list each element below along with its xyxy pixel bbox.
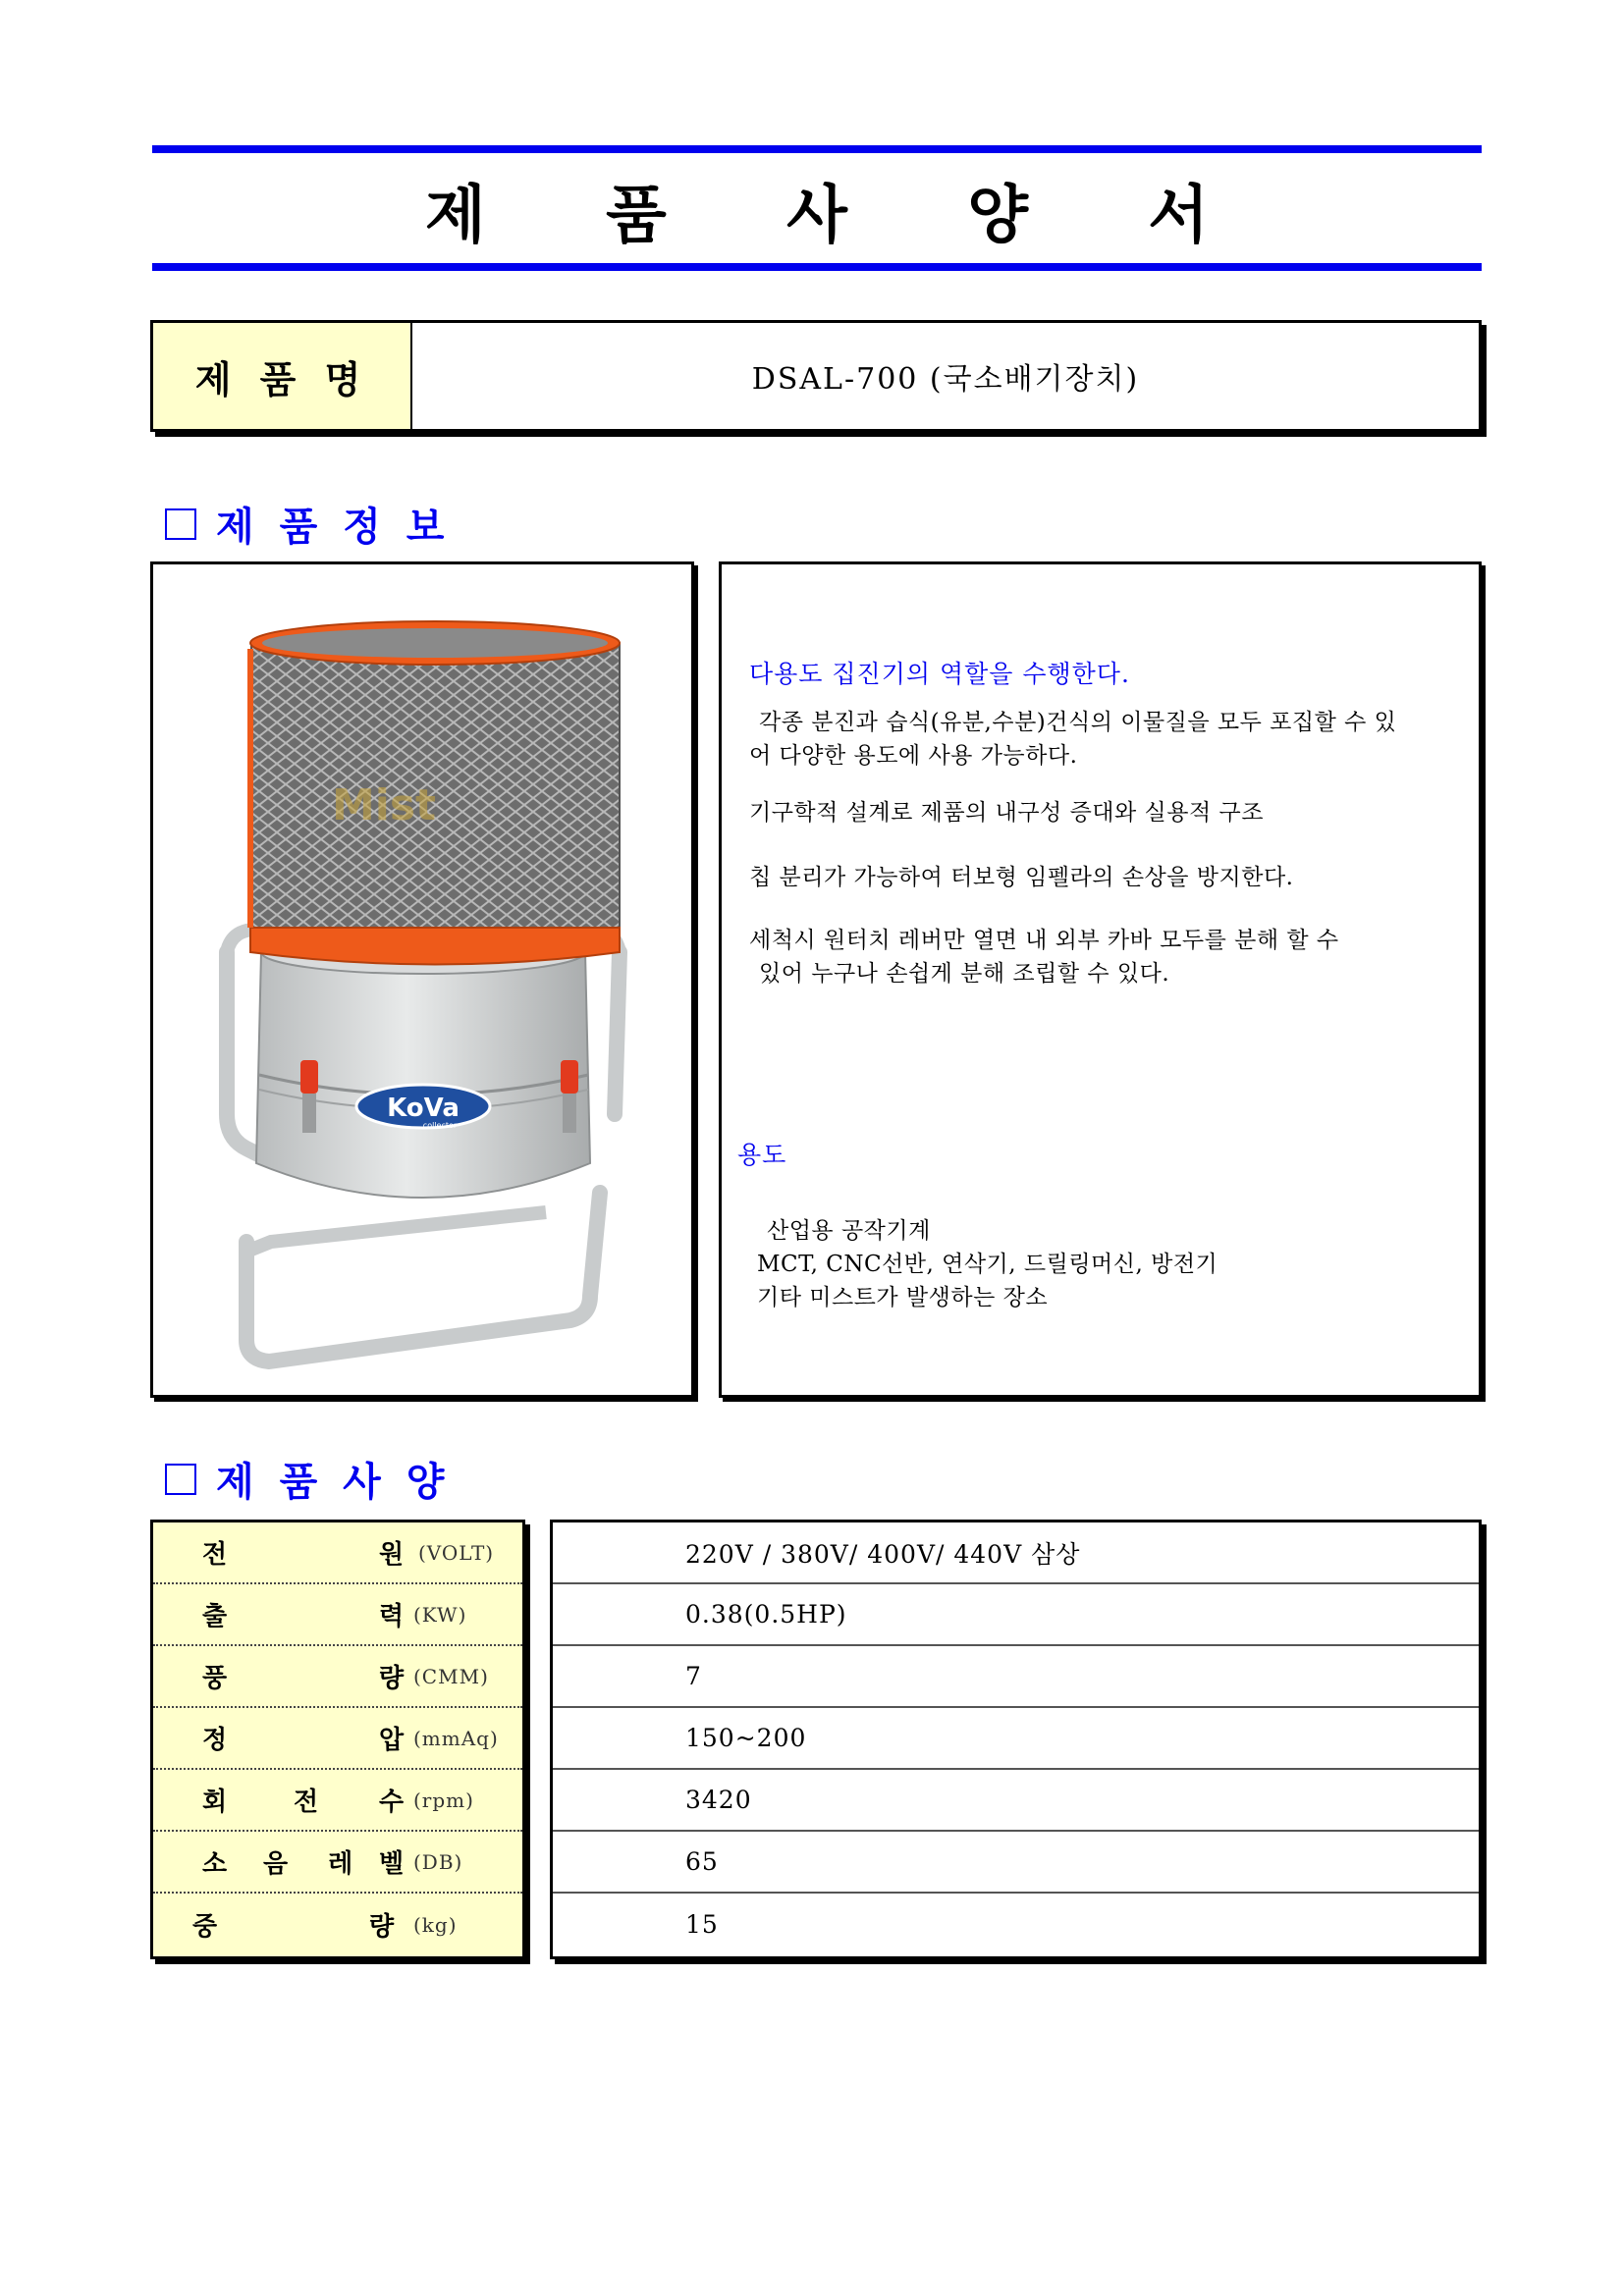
section-info-heading xyxy=(165,496,450,552)
spec-label-char: 량 xyxy=(379,1664,405,1693)
spec-value-row xyxy=(553,1584,1479,1646)
spec-value: 220V / 380V/ 400V/ 440V 삼상 xyxy=(685,1539,1081,1569)
spec-label-char: 출 xyxy=(202,1602,228,1631)
usage-line: 산업용 공작기계 xyxy=(767,1218,931,1244)
spec-label-char: 전 xyxy=(294,1788,319,1817)
product-name-label: 제 품 명 xyxy=(153,323,412,429)
spec-unit: (kg) xyxy=(413,1912,458,1937)
spec-unit: (VOLT) xyxy=(418,1540,495,1565)
product-name-box xyxy=(150,320,1482,432)
spec-value: 65 xyxy=(685,1847,719,1876)
spec-label-char: 압 xyxy=(379,1726,405,1755)
logo-text: KoVa xyxy=(387,1094,460,1123)
spec-label-row xyxy=(153,1894,522,1955)
spec-label-row xyxy=(153,1522,522,1584)
spec-value-row xyxy=(553,1894,1479,1955)
spec-label-char: 정 xyxy=(202,1726,228,1755)
usage-line: MCT, CNC선반, 연삭기, 드릴링머신, 방전기 xyxy=(757,1252,1218,1277)
logo-subtext: collector xyxy=(422,1121,458,1130)
checkbox-square-icon xyxy=(165,508,196,540)
product-name-value: DSAL-700 (국소배기장치) xyxy=(751,362,1140,397)
spec-label-char: 음 레 xyxy=(263,1849,353,1879)
top-rule xyxy=(152,145,1482,153)
info-paragraph: 어 다양한 용도에 사용 가능하다. xyxy=(749,743,1078,769)
spec-label-char: 회 xyxy=(202,1788,228,1817)
spec-unit: (KW) xyxy=(413,1602,467,1627)
spec-label-char: 원 xyxy=(379,1540,405,1570)
section-info-title: 제 품 정 보 xyxy=(216,505,451,550)
spec-unit: (DB) xyxy=(413,1849,463,1874)
spec-label-char: 전 xyxy=(202,1540,228,1570)
spec-unit: (CMM) xyxy=(413,1664,489,1688)
title-bottom-rule xyxy=(152,263,1482,271)
spec-label-char: 중 xyxy=(192,1912,218,1942)
info-paragraph: 각종 분진과 습식(유분,수분)건식의 이물질을 모두 포집할 수 있 xyxy=(759,710,1397,735)
section-spec-title: 제 품 사 양 xyxy=(216,1460,451,1505)
spec-unit: (rpm) xyxy=(413,1788,474,1812)
spec-value: 0.38(0.5HP) xyxy=(685,1600,847,1629)
spec-label-char: 량 xyxy=(369,1912,395,1942)
usage-line: 기타 미스트가 발생하는 장소 xyxy=(757,1285,1049,1310)
spec-label-char: 벨 xyxy=(379,1849,405,1879)
spec-value: 150~200 xyxy=(685,1724,807,1752)
spec-value-row xyxy=(553,1522,1479,1584)
spec-value-row xyxy=(553,1708,1479,1770)
spec-label-table xyxy=(150,1520,525,1959)
page-title: 제 품 사 양 서 xyxy=(424,180,1259,252)
product-info-text xyxy=(719,561,1482,1398)
spec-value-table xyxy=(550,1520,1482,1959)
spec-label-row xyxy=(153,1832,522,1894)
info-paragraph: 세척시 원터치 레버만 열면 내 외부 카바 모두를 분해 할 수 xyxy=(749,928,1339,953)
usage-title: 용도 xyxy=(737,1141,787,1169)
info-title: 다용도 집진기의 역할을 수행한다. xyxy=(749,660,1130,688)
spec-unit: (mmAq) xyxy=(413,1726,499,1750)
spec-label-char: 풍 xyxy=(202,1664,228,1693)
mist-collector-illustration xyxy=(153,564,691,1395)
checkbox-square-icon xyxy=(165,1464,196,1495)
section-spec-heading xyxy=(165,1451,450,1507)
spec-label-row xyxy=(153,1646,522,1708)
info-paragraph: 있어 누구나 손쉽게 분해 조립할 수 있다. xyxy=(759,961,1170,987)
spec-label-char: 수 xyxy=(379,1788,405,1817)
spec-value-row xyxy=(553,1646,1479,1708)
spec-value: 7 xyxy=(685,1662,702,1690)
spec-label-row xyxy=(153,1584,522,1646)
spec-label-char: 력 xyxy=(379,1602,405,1631)
product-photo xyxy=(150,561,694,1398)
spec-value: 15 xyxy=(685,1910,719,1939)
info-paragraph: 칩 분리가 가능하여 터보형 임펠라의 손상을 방지한다. xyxy=(749,865,1294,890)
spec-label-row xyxy=(153,1770,522,1832)
spec-value-row xyxy=(553,1832,1479,1894)
spec-value: 3420 xyxy=(685,1786,752,1814)
filter-label: Mist xyxy=(331,780,437,830)
spec-label-row xyxy=(153,1708,522,1770)
spec-value-row xyxy=(553,1770,1479,1832)
spec-label-char: 소 xyxy=(202,1849,228,1879)
info-paragraph: 기구학적 설계로 제품의 내구성 증대와 실용적 구조 xyxy=(749,800,1264,826)
